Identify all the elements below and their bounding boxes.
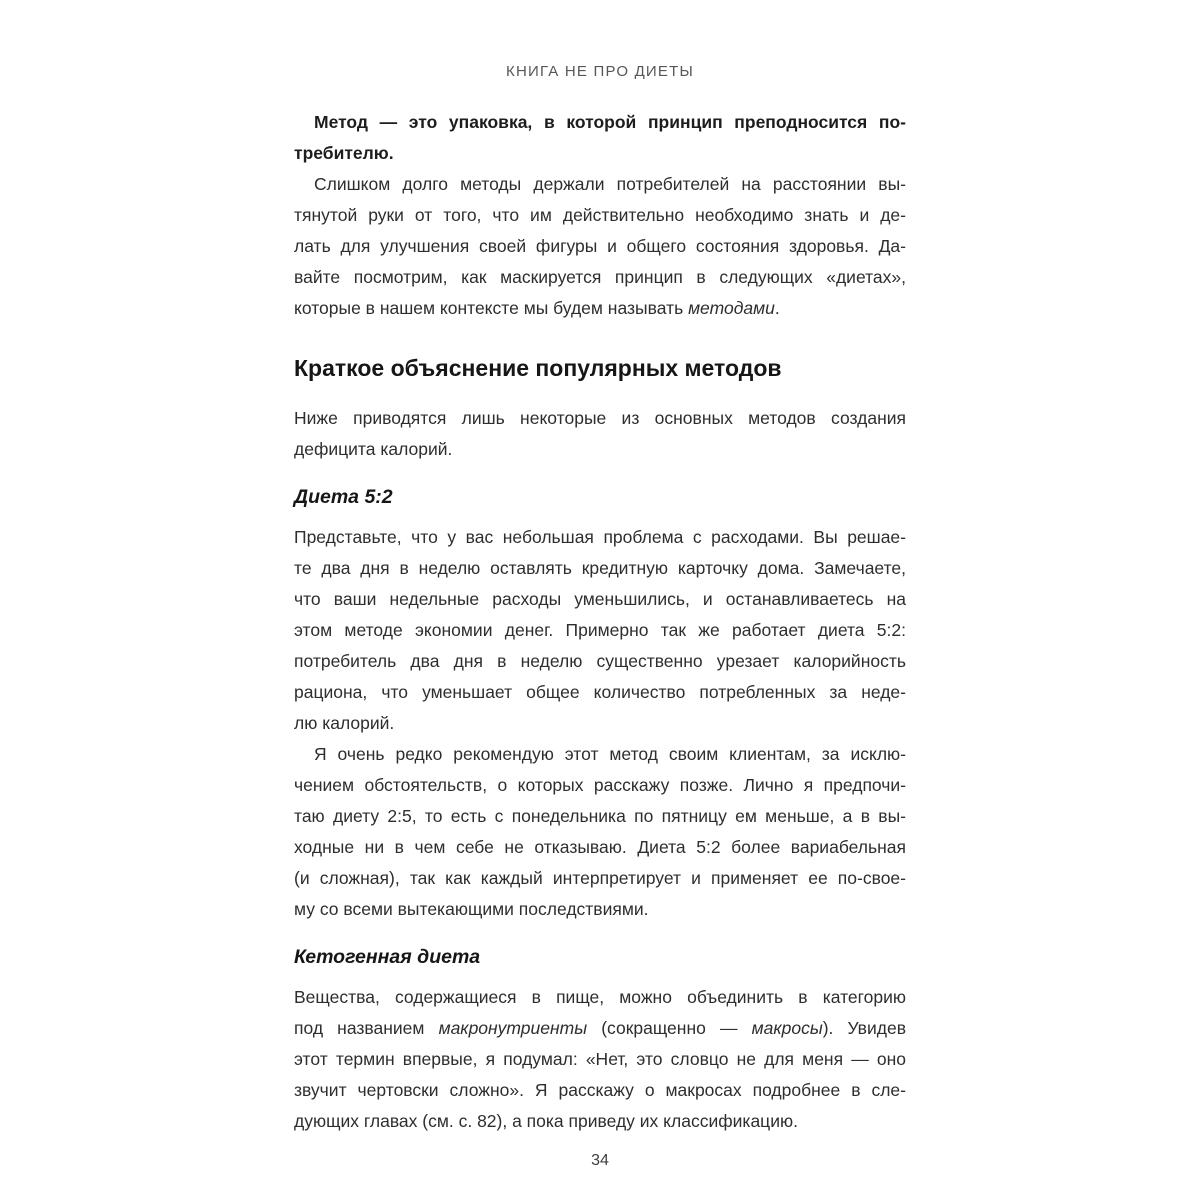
text-line: потребитель два дня в неделю существенно урезает калорийность bbox=[294, 651, 906, 671]
text-line: дефицита калорий. bbox=[294, 439, 453, 459]
text-line: вайте посмотрим, как маскируется принцип в следующих «диетах», bbox=[294, 267, 906, 287]
intro-paragraph bbox=[294, 169, 906, 324]
subheading-ketogenic-diet: Кетогенная диета bbox=[294, 946, 481, 968]
text-line: му со всеми вытекающими последствиями. bbox=[294, 899, 649, 919]
text-line: Я очень редко рекомендую этот метод своим клиентам, за исклю- bbox=[314, 744, 906, 764]
text-line: этом методе экономии денег. Примерно так же работает диета 5:2: bbox=[294, 620, 906, 640]
running-head: КНИГА НЕ ПРО ДИЕТЫ bbox=[506, 63, 694, 80]
text-line: Вещества, содержащиеся в пище, можно объединить в категорию bbox=[294, 987, 906, 1007]
page-content bbox=[294, 107, 906, 1137]
section-intro-paragraph bbox=[294, 403, 906, 465]
text-line: Представьте, что у вас небольшая проблема с расходами. Вы решае- bbox=[294, 527, 906, 547]
text-line: (и сложная), так как каждый интерпретирует и применяет ее по-свое- bbox=[294, 868, 906, 888]
diet-5-2-paragraph-1 bbox=[294, 522, 906, 739]
text-line: этот термин впервые, я подумал: «Нет, это словцо не для меня — оно bbox=[294, 1049, 906, 1069]
text-line: таю диету 2:5, то есть с понедельника по пятницу ем меньше, а в вы- bbox=[294, 806, 906, 826]
text-line: требителю. bbox=[294, 143, 394, 163]
text-line: что ваши недельные расходы уменьшились, и останавливаетесь на bbox=[294, 589, 906, 609]
subheading-diet-5-2: Диета 5:2 bbox=[294, 486, 393, 508]
text-line: которые в нашем контексте мы будем называть методами. bbox=[294, 298, 780, 318]
text-line: ходные ни в чем себе не отказываю. Диета 5:2 более вариабельная bbox=[294, 837, 906, 857]
lead-bold-paragraph bbox=[294, 107, 906, 169]
text-line: лю калорий. bbox=[294, 713, 395, 733]
text-line: Метод — это упаковка, в которой принцип преподносится по- bbox=[314, 112, 906, 132]
text-line: рациона, что уменьшает общее количество потребленных за неде- bbox=[294, 682, 906, 702]
ketogenic-paragraph bbox=[294, 982, 906, 1137]
diet-5-2-paragraph-2 bbox=[294, 739, 906, 925]
text-line: лать для улучшения своей фигуры и общего состояния здоровья. Да- bbox=[294, 236, 906, 256]
text-line: звучит чертовски сложно». Я расскажу о макросах подробнее в сле- bbox=[294, 1080, 906, 1100]
text-line: Слишком долго методы держали потребителей на расстоянии вы- bbox=[314, 174, 906, 194]
text-line: те два дня в неделю оставлять кредитную карточку дома. Замечаете, bbox=[294, 558, 906, 578]
text-line: под названием макронутриенты (сокращенно — макросы). Увидев bbox=[294, 1018, 906, 1038]
text-line: чением обстоятельств, о которых расскажу позже. Лично я предпочи- bbox=[294, 775, 906, 795]
text-line: тянутой руки от того, что им действительно необходимо знать и де- bbox=[294, 205, 906, 225]
page-number: 34 bbox=[591, 1152, 609, 1169]
text-line: дующих главах (см. с. 82), а пока приведу их классификацию. bbox=[294, 1111, 798, 1131]
section-heading-popular-methods: Краткое объяснение популярных методов bbox=[294, 355, 782, 381]
text-line: Ниже приводятся лишь некоторые из основных методов создания bbox=[294, 408, 906, 428]
